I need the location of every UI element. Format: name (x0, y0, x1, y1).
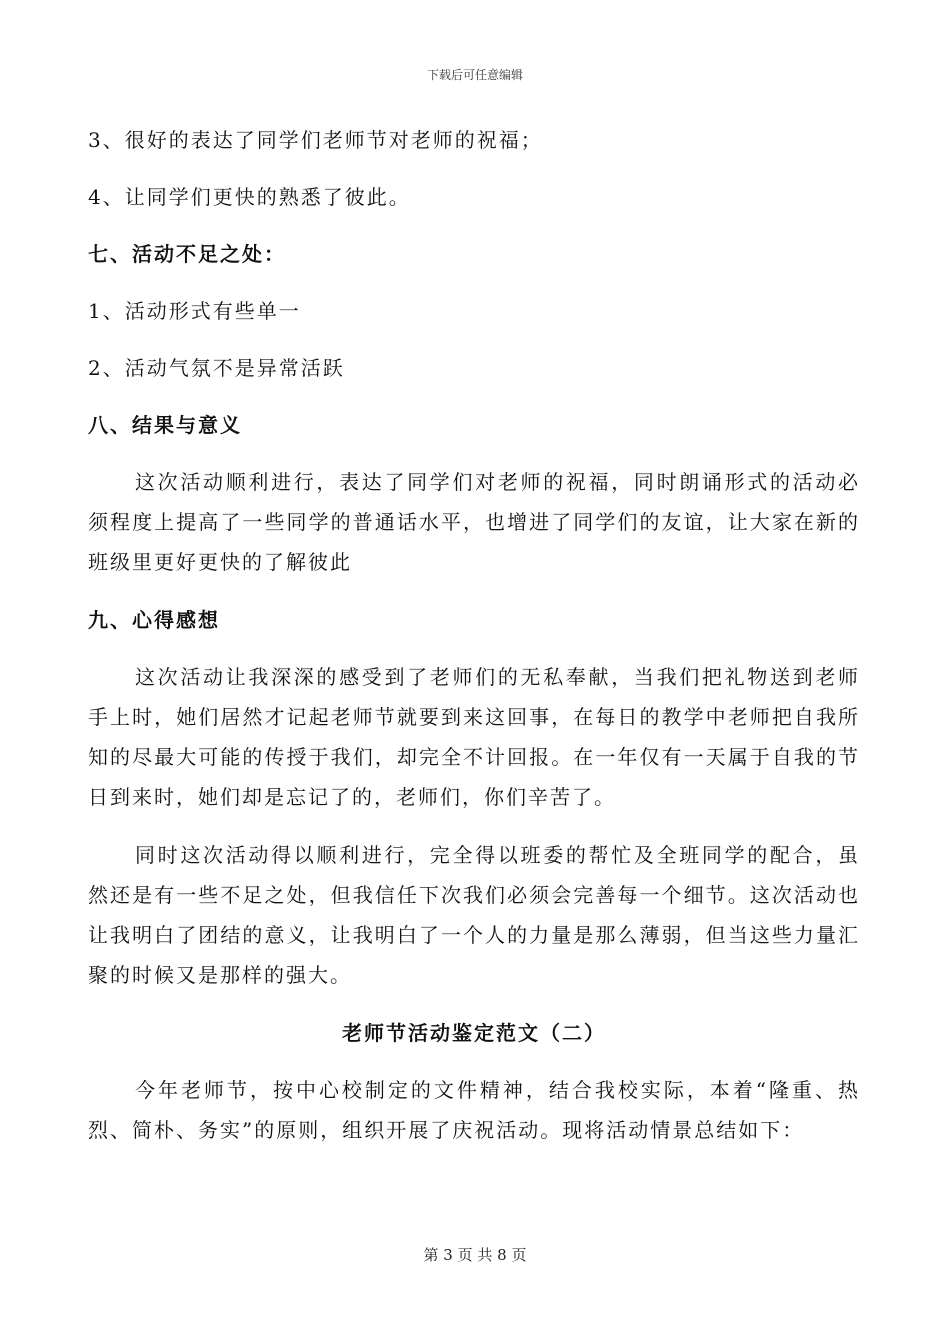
list-item: 2、活动气氛不是异常活跃 (88, 356, 345, 380)
document-body (88, 120, 860, 1150)
paragraph: 同时这次活动得以顺利进行，完全得以班委的帮忙及全班同学的配合，虽然还是有一些不足之处，但我信任下次我们必须会完善每一个细节。这次活动也让我明白了团结的意义，让我明白了一个人的力量是那么薄弱，但当这些力量汇聚的时候又是那样的强大。 (88, 843, 860, 987)
list-item: 4、让同学们更快的熟悉了彼此。 (88, 185, 411, 209)
paragraph: 这次活动让我深深的感受到了老师们的无私奉献，当我们把礼物送到老师手上时，她们居然才记起老师节就要到来这回事，在每日的教学中老师把自我所知的尽最大可能的传授于我们，却完全不计回报。在一年仅有一天属于自我的节日到来时，她们却是忘记了的，老师们，你们辛苦了。 (88, 665, 860, 809)
list-item: 3、很好的表达了同学们老师节对老师的祝福； (88, 128, 543, 152)
section-heading: 九、心得感想 (88, 608, 220, 632)
list-item: 1、活动形式有些单一 (88, 299, 301, 323)
section-heading: 七、活动不足之处： (88, 242, 286, 266)
page-number: 第 3 页 共 8 页 (423, 1246, 527, 1264)
paragraph: 这次活动顺利进行，表达了同学们对老师的祝福，同时朗诵形式的活动必须程度上提高了一些同学的普通话水平，也增进了同学们的友谊，让大家在新的班级里更好更快的了解彼此 (88, 470, 860, 574)
section-heading: 八、结果与意义 (88, 413, 242, 437)
page-header: 下载后可任意编辑 (426, 68, 523, 82)
document-title: 老师节活动鉴定范文（二） (342, 1021, 606, 1045)
paragraph: 今年老师节，按中心校制定的文件精神，结合我校实际，本着“隆重、热烈、简朴、务实”的原则，组织开展了庆祝活动。现将活动情景总结如下： (88, 1078, 860, 1142)
